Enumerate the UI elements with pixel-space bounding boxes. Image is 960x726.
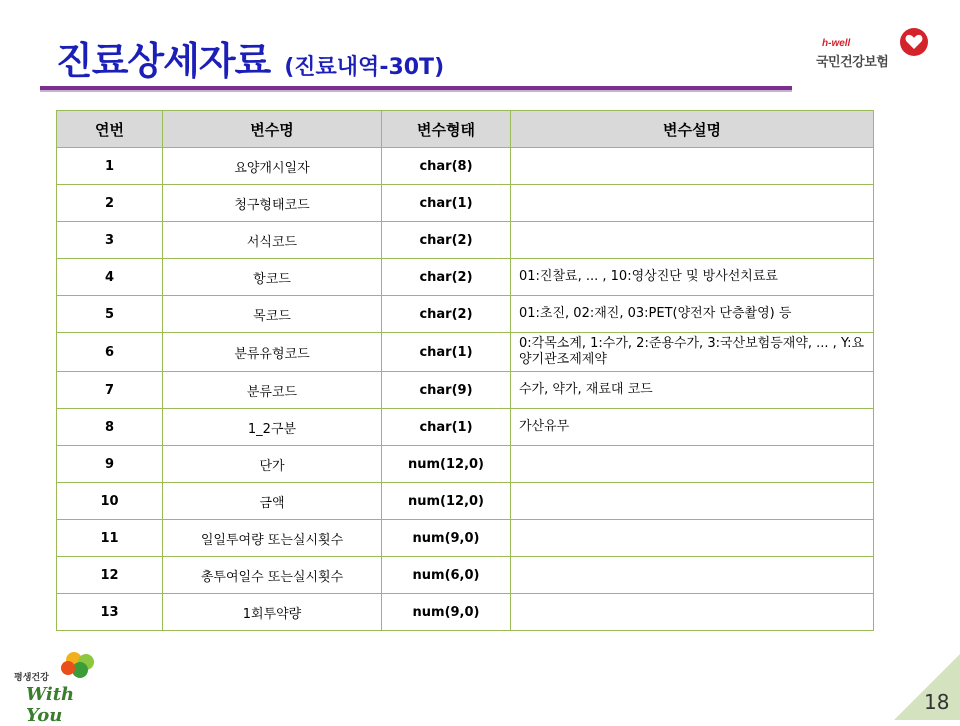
logo-hwell-text: h-well: [822, 38, 851, 49]
cell-var-desc: 수가, 약가, 재료대 코드: [511, 372, 874, 409]
table-row: [57, 557, 874, 594]
cell-var-type: char(2): [382, 296, 511, 333]
cell-var-name: 금액: [163, 483, 382, 520]
cell-var-type: char(9): [382, 372, 511, 409]
header-var-type: 변수형태: [382, 111, 511, 148]
title-sub: (진료내역-30T): [284, 55, 445, 80]
cell-no: 3: [57, 222, 163, 259]
title-main: 진료상세자료: [56, 39, 271, 83]
table-row: [57, 409, 874, 446]
cell-var-type: num(9,0): [382, 594, 511, 631]
slide-title: [56, 30, 444, 82]
cell-var-name: 서식코드: [163, 222, 382, 259]
cell-var-type: num(12,0): [382, 483, 511, 520]
cell-var-desc: [511, 148, 874, 185]
cell-no: 5: [57, 296, 163, 333]
cell-var-desc: [511, 520, 874, 557]
cell-no: 6: [57, 333, 163, 372]
table-row: [57, 222, 874, 259]
cell-var-desc: 01:진찰료, ... , 10:영상진단 및 방사선치료료: [511, 259, 874, 296]
page-number: 18: [924, 690, 950, 714]
table-row: [57, 185, 874, 222]
cell-var-desc: [511, 557, 874, 594]
cell-var-name: 청구형태코드: [163, 185, 382, 222]
cell-var-type: char(1): [382, 409, 511, 446]
variable-table: [56, 110, 874, 631]
cell-no: 4: [57, 259, 163, 296]
table-row: [57, 446, 874, 483]
cell-var-desc: 01:초진, 02:재진, 03:PET(양전자 단층촬영) 등: [511, 296, 874, 333]
table-row: [57, 333, 874, 372]
table-row: [57, 372, 874, 409]
cell-var-desc: [511, 483, 874, 520]
nhis-logo: [812, 28, 930, 72]
heart-icon: [900, 28, 928, 56]
cell-var-type: num(9,0): [382, 520, 511, 557]
cell-var-name: 일일투여량 또는실시횟수: [163, 520, 382, 557]
cell-var-type: num(12,0): [382, 446, 511, 483]
cell-var-name: 1회투약량: [163, 594, 382, 631]
table-header-row: [57, 111, 874, 148]
cell-var-type: char(1): [382, 333, 511, 372]
cell-var-name: 항코드: [163, 259, 382, 296]
with-you-text: With You: [26, 684, 75, 726]
cell-var-name: 분류유형코드: [163, 333, 382, 372]
cell-no: 12: [57, 557, 163, 594]
table-row: [57, 520, 874, 557]
cell-var-desc: [511, 185, 874, 222]
cell-var-type: char(2): [382, 259, 511, 296]
cell-var-name: 총투여일수 또는실시횟수: [163, 557, 382, 594]
header-no: 연번: [57, 111, 163, 148]
table-row: [57, 483, 874, 520]
header-var-name: 변수명: [163, 111, 382, 148]
cell-no: 13: [57, 594, 163, 631]
cell-var-type: char(8): [382, 148, 511, 185]
cell-var-type: char(2): [382, 222, 511, 259]
cell-var-name: 단가: [163, 446, 382, 483]
cell-no: 1: [57, 148, 163, 185]
cell-var-name: 요양개시일자: [163, 148, 382, 185]
cell-no: 8: [57, 409, 163, 446]
cell-no: 7: [57, 372, 163, 409]
cell-no: 2: [57, 185, 163, 222]
cell-var-name: 목코드: [163, 296, 382, 333]
cell-no: 9: [57, 446, 163, 483]
cell-no: 10: [57, 483, 163, 520]
cell-var-desc: [511, 446, 874, 483]
clover-icon: [52, 648, 102, 682]
cell-var-desc: [511, 594, 874, 631]
cell-var-desc: [511, 222, 874, 259]
header-var-desc: 변수설명: [511, 111, 874, 148]
cell-var-name: 1_2구분: [163, 409, 382, 446]
cell-var-desc: 0:각목소계, 1:수가, 2:준용수가, 3:국산보험등재약, ... , Y:요양기관조제제약: [511, 333, 874, 372]
cell-var-type: num(6,0): [382, 557, 511, 594]
table-row: [57, 296, 874, 333]
table-row: [57, 594, 874, 631]
table-row: [57, 148, 874, 185]
title-underline-shadow: [40, 90, 792, 92]
logo-org-name: 국민건강보험: [816, 55, 889, 70]
cell-var-desc: 가산유무: [511, 409, 874, 446]
with-you-logo: [14, 648, 104, 726]
cell-var-type: char(1): [382, 185, 511, 222]
cell-no: 11: [57, 520, 163, 557]
cell-var-name: 분류코드: [163, 372, 382, 409]
table-row: [57, 259, 874, 296]
slogan-text: 평생건강: [14, 673, 49, 683]
